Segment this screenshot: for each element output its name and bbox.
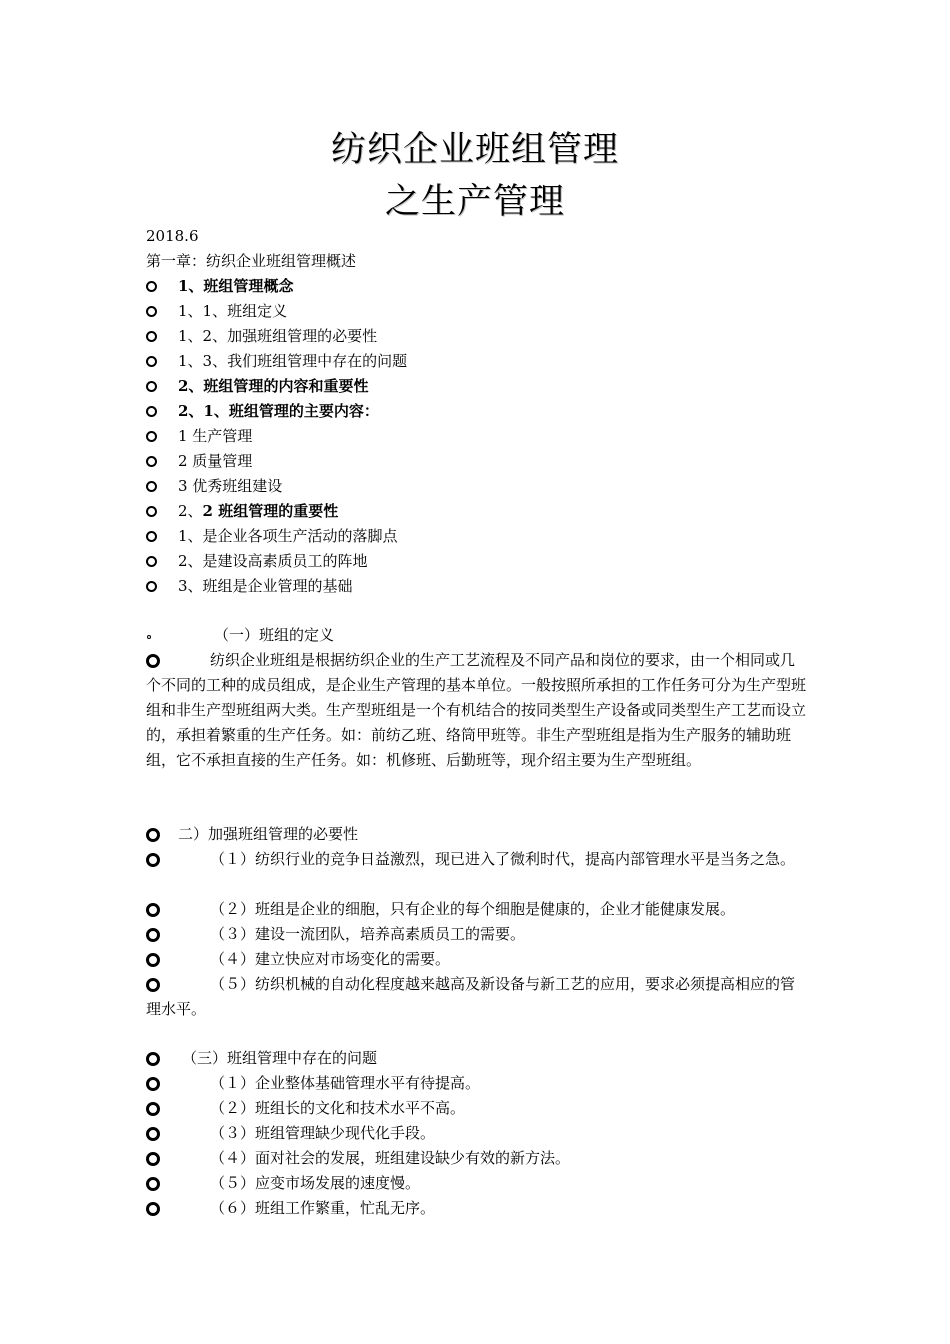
circle-bullet-icon [146, 406, 157, 417]
outline-item-prefix: 2、 [178, 502, 203, 520]
circle-bullet-icon [146, 356, 157, 367]
circle-bullet-icon [146, 1177, 160, 1191]
section3-item-text: （５）应变市场发展的速度慢。 [210, 1174, 421, 1192]
section1-paragraph-block [146, 648, 809, 773]
circle-bullet-icon [146, 654, 160, 668]
section3-item [146, 1096, 809, 1121]
outline-item-text: 2 质量管理 [178, 452, 253, 470]
outline-item-text: 1、班组管理概念 [178, 277, 294, 295]
section2-item-text: （２）班组是企业的细胞，只有企业的每个细胞是健康的，企业才能健康发展。 [210, 900, 736, 918]
circle-bullet-icon [146, 581, 157, 592]
circle-bullet-icon [146, 531, 157, 542]
circle-bullet-icon [146, 431, 157, 442]
outline-item-text: 2、是建设高素质员工的阵地 [178, 552, 368, 570]
document-date: 2018.6 [146, 227, 199, 245]
circle-bullet-icon [146, 853, 160, 867]
section3-item-text: （６）班组工作繁重，忙乱无序。 [210, 1199, 436, 1217]
outline-item-text [178, 499, 338, 524]
section1-heading: （一）班组的定义 [214, 626, 335, 644]
section3-item [146, 1171, 809, 1196]
section2-item [146, 897, 809, 922]
circle-bullet-icon [146, 506, 157, 517]
section3-item [146, 1146, 809, 1171]
section3-item [146, 1121, 809, 1146]
circle-bullet-icon [146, 456, 157, 467]
section3-item-text: （４）面对社会的发展，班组建设缺少有效的新方法。 [210, 1149, 571, 1167]
document-title-line2: 之生产管理 [384, 182, 565, 222]
circle-bullet-icon [146, 281, 157, 292]
outline-item-text: 1、2、加强班组管理的必要性 [178, 327, 378, 345]
circle-bullet-icon [146, 481, 157, 492]
circle-bullet-icon [146, 1127, 160, 1141]
section2-item [146, 847, 809, 872]
outline-item-text: 3 优秀班组建设 [178, 477, 283, 495]
section1-paragraph: 纺织企业班组是根据纺织企业的生产工艺流程及不同产品和岗位的要求，由一个相同或几个不同的工种的成员组成，是企业生产管理的基本单位。一般按照所承担的工作任务可分为生产型班组和非生产型班组两大类。生产型班组是一个有机结合的按同类型生产设备或同类型生产工艺而设立的，承担着繁重的生产任务。如：前纺乙班、络筒甲班等。非生产型班组是指为生产服务的辅助班组，它不承担直接的生产任务。如：机修班、后勤班等，现介绍主要为生产型班组。 [146, 651, 807, 769]
document-title-line1: 纺织企业班组管理 [330, 130, 619, 170]
section3-item [146, 1071, 809, 1096]
circle-bullet-icon [146, 1052, 160, 1066]
outline-item-text: 1 生产管理 [178, 427, 253, 445]
section2-item [146, 947, 809, 972]
circle-bullet-icon [146, 978, 160, 992]
section2-item-text: （１）纺织行业的竞争日益激烈，现已进入了微利时代，提高内部管理水平是当务之急。 [210, 850, 796, 868]
circle-bullet-icon [146, 1077, 160, 1091]
circle-bullet-icon [146, 381, 157, 392]
circle-bullet-icon [146, 953, 160, 967]
section3-item-text: （１）企业整体基础管理水平有待提高。 [210, 1074, 481, 1092]
section3-heading: （三）班组管理中存在的问题 [182, 1049, 378, 1067]
outline-item-text: 1、3、我们班组管理中存在的问题 [178, 352, 408, 370]
section2-item [146, 972, 809, 1022]
circle-bullet-icon [146, 1102, 160, 1116]
dot-bullet-icon [147, 635, 151, 639]
outline-item-text: 1、是企业各项生产活动的落脚点 [178, 527, 398, 545]
chapter-heading: 第一章：纺织企业班组管理概述 [146, 252, 357, 270]
outline-item-text: 3、班组是企业管理的基础 [178, 577, 353, 595]
section2-heading: 二）加强班组管理的必要性 [178, 825, 359, 843]
circle-bullet-icon [146, 1152, 160, 1166]
outline-item-text: 1、1、班组定义 [178, 302, 288, 320]
section3-item-text: （３）班组管理缺少现代化手段。 [210, 1124, 436, 1142]
circle-bullet-icon [146, 331, 157, 342]
section2-item-text: （５）纺织机械的自动化程度越来越高及新设备与新工艺的应用，要求必须提高相应的管理水平。 [146, 975, 796, 1018]
section3-item [146, 1196, 809, 1221]
circle-bullet-icon [146, 928, 160, 942]
section2-item [146, 922, 809, 947]
circle-bullet-icon [146, 1202, 160, 1216]
section2-item-text: （４）建立快应对市场变化的需要。 [210, 950, 451, 968]
section3-item-text: （２）班组长的文化和技术水平不高。 [210, 1099, 466, 1117]
circle-bullet-icon [146, 556, 157, 567]
circle-bullet-icon [146, 903, 160, 917]
circle-bullet-icon [146, 306, 157, 317]
outline-item-text: 2、班组管理的内容和重要性 [178, 377, 369, 395]
section2-item-text: （３）建设一流团队，培养高素质员工的需要。 [210, 925, 526, 943]
outline-item-text: 2、1、班组管理的主要内容： [178, 402, 379, 420]
circle-bullet-icon [146, 828, 160, 842]
outline-item-bold-text: 2 班组管理的重要性 [202, 502, 339, 520]
